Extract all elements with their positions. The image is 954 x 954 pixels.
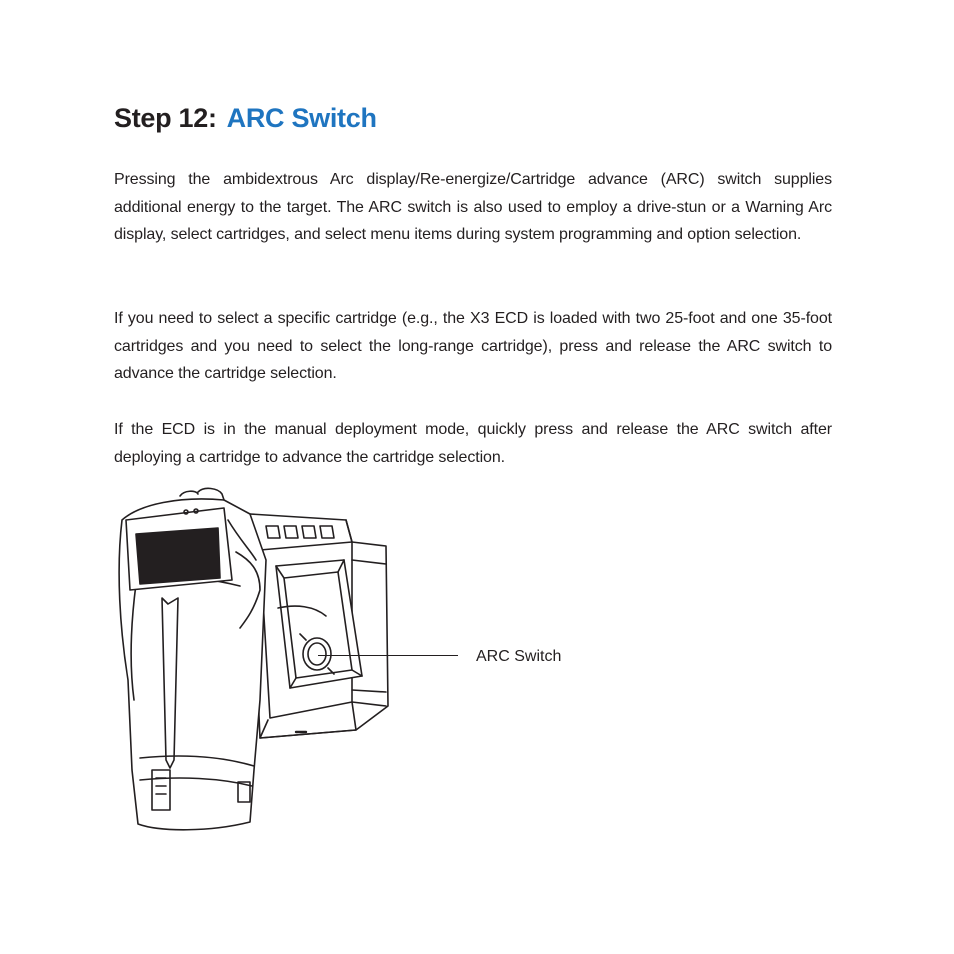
display-screen xyxy=(126,508,232,590)
page-title xyxy=(114,100,377,136)
paragraph-manual-mode: If the ECD is in the manual deployment mode, quickly press and release the ARC switch after deploying a cartridge to advance the cartridge selection. xyxy=(114,421,832,466)
step-number: Step 12: xyxy=(114,103,217,133)
paragraph-arc-description: Pressing the ambidextrous Arc display/Re-energize/Cartridge advance (ARC) switch supplies additional energy to the target. The ARC switch is also used to employ a drive-stun or a Warning Arc display, select cartridges, and select menu items during system programming and option selection. xyxy=(114,171,832,243)
paragraph-select-cartridge: If you need to select a specific cartridge (e.g., the X3 ECD is loaded with two 25-foot and one 35-foot cartridges and you need to select the long-range cartridge), press and release the ARC switch to advance the cartridge selection. xyxy=(114,310,832,382)
arc-switch-callout-label: ARC Switch xyxy=(476,648,562,665)
step-name: ARC Switch xyxy=(226,103,377,133)
callout-line xyxy=(318,655,458,656)
